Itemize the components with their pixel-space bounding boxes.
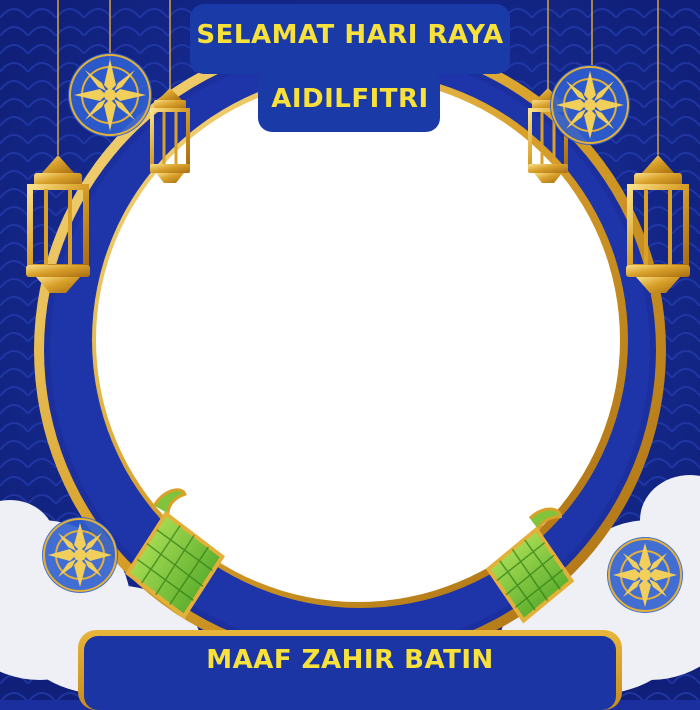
flower-bottom-right (607, 537, 683, 613)
footer-text: MAAF ZAHIR BATIN (206, 645, 494, 675)
greeting-line-1: SELAMAT HARI RAYA (196, 20, 504, 50)
greeting-line-2: AIDILFITRI (271, 84, 429, 114)
flower-bottom-left (42, 517, 118, 593)
